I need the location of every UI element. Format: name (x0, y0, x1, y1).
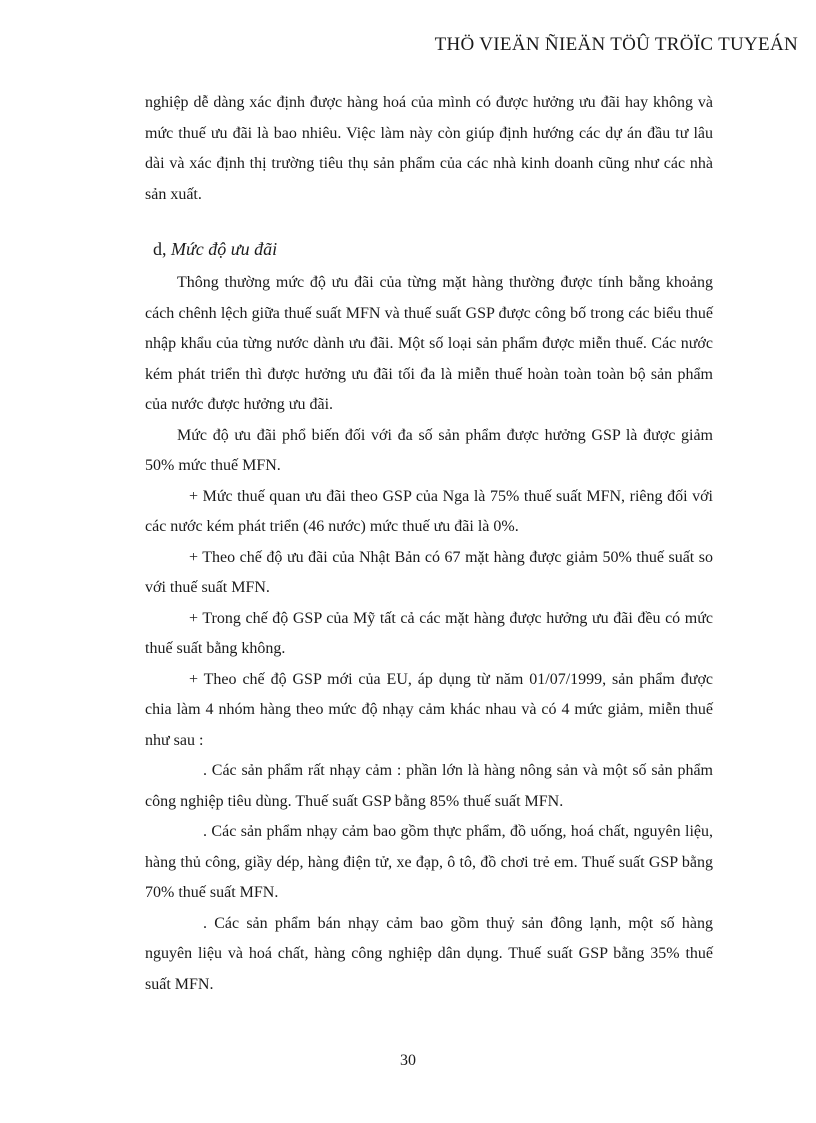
sub-list-item: . Các sản phẩm rất nhạy cảm : phần lớn là hàng nông sản và một số sản phẩm công nghiệp tiêu dùng. Thuế suất GSP bằng 85% thuế suất MFN. (145, 762, 713, 810)
sub-list-item: . Các sản phẩm nhạy cảm bao gồm thực phẩm, đồ uống, hoá chất, nguyên liệu, hàng thủ công, giầy dép, hàng điện tử, xe đạp, ô tô, đồ chơi trẻ em. Thuế suất GSP bằng 70% thuế suất MFN. (145, 823, 713, 901)
list-item: + Theo chế độ GSP mới của EU, áp dụng từ năm 01/07/1999, sản phẩm được chia làm 4 nhóm hàng theo mức độ nhạy cảm khác nhau và có 4 mức giảm, miễn thuế như sau : (145, 670, 713, 749)
section-heading (153, 234, 713, 264)
page-header: THÖ VIEÄN ÑIEÄN TÖÛ TRÖÏC TUYEÁN (434, 34, 798, 55)
list-item: + Theo chế độ ưu đãi của Nhật Bản có 67 mặt hàng được giảm 50% thuế suất so với thuế suất MFN. (145, 548, 713, 596)
paragraph: Mức độ ưu đãi phổ biến đối với đa số sản phẩm được hưởng GSP là được giảm 50% mức thuế MFN. (145, 426, 713, 474)
page-number: 30 (400, 1052, 416, 1069)
paragraph-continuation: nghiệp dễ dàng xác định được hàng hoá của mình có được hưởng ưu đãi hay không và mức thuế ưu đãi là bao nhiêu. Việc làm này còn giúp định hướng các dự án đầu tư lâu dài và xác định thị trường tiêu thụ sản phẩm của các nhà kinh doanh cũng như các nhà sản xuất. (145, 94, 713, 203)
paragraph: Thông thường mức độ ưu đãi của từng mặt hàng thường được tính bằng khoảng cách chênh lệch giữa thuế suất MFN và thuế suất GSP được công bố trong các biểu thuế nhập khẩu của từng nước dành ưu đãi. Một số loại sản phẩm được miễn thuế. Các nước kém phát triển thì được hưởng ưu đãi tối đa là miễn thuế hoàn toàn toàn bộ sản phẩm của nước được hưởng ưu đãi. (145, 274, 713, 413)
section-label: d, (153, 239, 167, 259)
section-title: Mức độ ưu đãi (171, 239, 278, 259)
page-body (145, 88, 713, 1000)
sub-list-item: . Các sản phẩm bán nhạy cảm bao gồm thuỷ sản đông lạnh, một số hàng nguyên liệu và hoá chất, hàng công nghiệp dân dụng. Thuế suất GSP bằng 35% thuế suất MFN. (145, 914, 713, 993)
list-item: + Mức thuế quan ưu đãi theo GSP của Nga là 75% thuế suất MFN, riêng đối với các nước kém phát triển (46 nước) mức thuế ưu đãi là 0%. (145, 487, 713, 535)
list-item: + Trong chế độ GSP của Mỹ tất cả các mặt hàng được hưởng ưu đãi đều có mức thuế suất bằng không. (145, 609, 713, 657)
